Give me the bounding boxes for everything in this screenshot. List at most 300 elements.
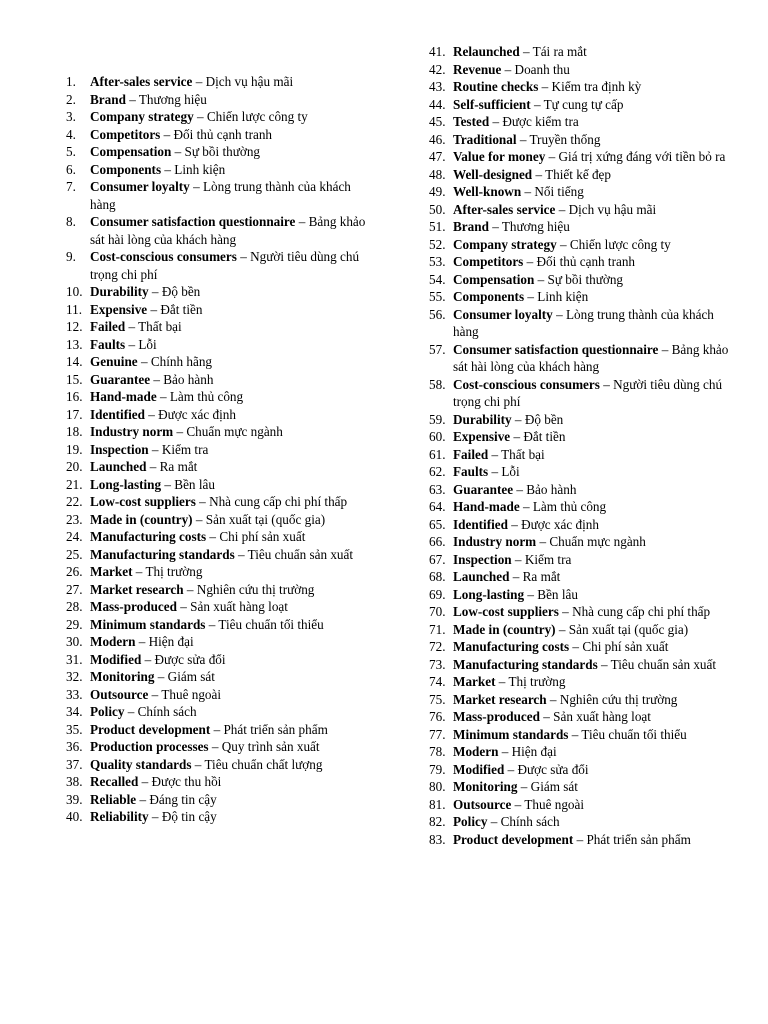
vocab-item: 12. Failed – Thất bại [66, 319, 182, 334]
vocab-item: 70. Low-cost suppliers – Nhà cung cấp chi phí thấp [429, 604, 711, 619]
vocab-item-number: 53. [429, 254, 446, 269]
vocab-term: Reliable [90, 791, 137, 807]
vocab-meaning: Nghiên cứu thị trường [559, 691, 678, 707]
vocab-item: 36. Production processes – Quy trình sản xuất [66, 739, 320, 754]
vocab-item: 1. After-sales service – Dịch vụ hậu mãi [66, 74, 294, 89]
vocab-meaning: Kiểm tra định kỳ [551, 79, 642, 94]
vocab-term: Long-lasting [453, 586, 525, 602]
vocab-item-number: 81. [429, 796, 446, 812]
vocab-item-number: 17. [66, 406, 83, 422]
vocab-item: 78. Modern – Hiện đại [429, 744, 557, 759]
vocab-meaning: Thiết kế đẹp [545, 166, 612, 182]
vocab-item: 58. Cost-conscious consumers – Người tiêu dùng chú trọng chi phí [429, 376, 723, 409]
vocab-item-number: 35. [66, 721, 83, 737]
vocab-item-number: 42. [429, 61, 446, 77]
vocab-term: Genuine [90, 354, 138, 369]
vocab-term: Consumer loyalty [90, 179, 190, 194]
vocab-meaning: Được sửa đổi [517, 761, 589, 777]
vocab-term: Recalled [90, 774, 139, 789]
vocab-meaning: Độ bền [524, 411, 564, 427]
vocab-term: Mass-produced [453, 709, 540, 724]
vocab-meaning: Đắt tiền [160, 301, 203, 317]
vocab-item-number: 23. [66, 511, 83, 527]
vocab-meaning: Đắt tiền [523, 429, 566, 444]
vocab-term: Low-cost suppliers [90, 494, 196, 509]
vocab-item: 29. Minimum standards – Tiêu chuẩn tối thiểu [66, 616, 324, 632]
vocab-term: Manufacturing costs [90, 529, 207, 544]
vocab-meaning: Chuẩn mực ngành [549, 534, 646, 549]
vocab-item-number: 63. [429, 481, 446, 497]
vocab-item: 28. Mass-produced – Sản xuất hàng loạt [66, 599, 288, 614]
vocab-item-number: 3. [66, 109, 76, 124]
vocab-item: 40. Reliability – Độ tin cậy [66, 809, 217, 824]
vocab-item-number: 27. [66, 581, 83, 597]
vocab-item: 55. Components – Linh kiện [429, 289, 589, 304]
vocab-item: 32. Monitoring – Giám sát [66, 669, 215, 684]
vocab-item: 23. Made in (country) – Sản xuất tại (quốc gia) [66, 511, 326, 527]
vocab-meaning: Thị trường [508, 674, 566, 689]
vocab-meaning: Tiêu chuẩn sản xuất [247, 546, 354, 562]
vocab-meaning: Độ bền [161, 284, 201, 299]
vocab-item-number: 76. [429, 709, 446, 724]
vocab-item-number: 82. [429, 814, 446, 829]
vocab-term: Durability [453, 411, 512, 427]
vocab-item: 39. Reliable – Đáng tin cậy [66, 791, 217, 807]
vocab-item-number: 51. [429, 219, 446, 234]
vocab-item-number: 77. [429, 726, 446, 742]
vocab-term: Competitors [90, 126, 161, 142]
vocab-item-number: 43. [429, 79, 446, 94]
vocab-item-number: 80. [429, 779, 446, 794]
vocab-item-number: 50. [429, 201, 446, 217]
vocab-item: 68. Launched – Ra mắt [429, 569, 561, 584]
vocab-term: Components [90, 161, 162, 177]
vocab-item-number: 75. [429, 691, 446, 707]
vocab-term: Components [453, 289, 525, 304]
vocab-term: Launched [453, 569, 510, 584]
vocab-item: 79. Modified – Được sửa đổi [429, 761, 589, 777]
vocab-item: 19. Inspection – Kiểm tra [66, 441, 209, 457]
vocab-meaning: Tự cung tự cấp [543, 96, 624, 112]
vocab-term: Failed [453, 446, 489, 462]
vocab-term: Revenue [453, 61, 502, 77]
vocab-item: 25. Manufacturing standards – Tiêu chuẩn sản xuất [66, 546, 354, 562]
vocab-item: 62. Faults – Lỗi [429, 464, 520, 479]
vocab-item: 9. Cost-conscious consumers – Người tiêu dùng chú trọng chi phí [66, 249, 360, 282]
vocab-term: Product development [453, 831, 574, 847]
vocab-term: Faults [90, 336, 126, 352]
vocab-meaning: Ra mắt [159, 459, 198, 474]
vocab-meaning: Được xác định [158, 406, 236, 422]
vocab-item-number: 16. [66, 389, 83, 404]
vocab-term: Cost-conscious consumers [453, 376, 600, 392]
vocab-item: 69. Long-lasting – Bền lâu [429, 586, 578, 602]
vocab-item: 20. Launched – Ra mắt [66, 459, 198, 474]
vocab-item: 49. Well-known – Nổi tiếng [429, 184, 584, 199]
vocab-term: Industry norm [453, 534, 537, 549]
vocab-item-number: 64. [429, 499, 446, 514]
vocab-meaning: Được xác định [521, 516, 599, 532]
vocab-term: Self-sufficient [453, 96, 531, 112]
vocab-item: 50. After-sales service – Dịch vụ hậu mãi [429, 201, 657, 217]
vocab-term: Consumer satisfaction questionnaire [90, 214, 296, 229]
vocab-item-number: 26. [66, 564, 83, 579]
vocab-meaning: Nhà cung cấp chi phí thấp [209, 494, 348, 509]
vocab-item-number: 49. [429, 184, 446, 199]
vocab-item-number: 78. [429, 744, 446, 759]
vocab-meaning: Tiêu chuẩn chất lượng [204, 756, 323, 772]
vocab-term: Value for money [453, 149, 546, 164]
vocab-item: 52. Company strategy – Chiến lược công ty [429, 236, 671, 252]
vocab-item-number: 71. [429, 621, 446, 637]
vocab-meaning: Nghiên cứu thị trường [196, 581, 315, 597]
vocab-meaning: Ra mắt [522, 569, 561, 584]
vocab-item: 35. Product development – Phát triển sản phẩm [66, 721, 328, 737]
vocab-meaning: Chính sách [500, 814, 560, 829]
vocab-term: Hand-made [90, 389, 157, 404]
vocab-term: Production processes [90, 739, 209, 754]
vocab-item: 24. Manufacturing costs – Chi phí sản xuất [66, 529, 306, 544]
vocab-term: Market [90, 564, 133, 579]
vocab-item-number: 14. [66, 354, 83, 369]
vocab-term: Outsource [453, 796, 512, 812]
vocab-item-number: 12. [66, 319, 83, 334]
vocab-item-number: 37. [66, 756, 83, 772]
vocab-meaning: Được sửa đổi [154, 651, 226, 667]
vocab-item-number: 59. [429, 411, 446, 427]
vocab-item: 15. Guarantee – Bảo hành [66, 371, 214, 387]
vocab-item: 77. Minimum standards – Tiêu chuẩn tối thiểu [429, 726, 687, 742]
vocab-term: Tested [453, 114, 490, 129]
vocab-meaning: Linh kiện [537, 289, 589, 304]
vocab-item-number: 45. [429, 114, 446, 129]
vocab-item: 64. Hand-made – Làm thủ công [429, 499, 607, 514]
vocab-term: Competitors [453, 254, 524, 269]
vocab-meaning: Kiểm tra [161, 441, 209, 457]
vocab-meaning: Thuê ngoài [161, 686, 222, 702]
vocab-item: 44. Self-sufficient – Tự cung tự cấp [429, 96, 624, 112]
vocab-meaning: Người tiêu dùng chú trọng chi phí [453, 376, 723, 409]
vocab-item-number: 20. [66, 459, 83, 474]
vocab-meaning: Thị trường [145, 564, 203, 579]
vocab-term: Faults [453, 464, 489, 479]
vocab-item-number: 74. [429, 674, 446, 689]
vocab-term: Product development [90, 721, 211, 737]
vocab-item-number: 7. [66, 179, 76, 194]
vocab-item-number: 44. [429, 96, 446, 112]
vocab-item: 41. Relaunched – Tái ra mắt [429, 44, 587, 59]
vocab-item-number: 61. [429, 446, 446, 462]
vocab-term: Guarantee [453, 481, 514, 497]
vocab-term: Manufacturing costs [453, 639, 570, 654]
vocab-term: Inspection [90, 441, 149, 457]
vocab-item-number: 6. [66, 161, 76, 177]
vocab-item: 7. Consumer loyalty – Lòng trung thành của khách hàng [66, 179, 351, 212]
vocab-item: 6. Components – Linh kiện [66, 161, 226, 177]
vocab-item-number: 47. [429, 149, 446, 164]
vocab-meaning: Chính hãng [150, 354, 213, 369]
vocab-term: Reliability [90, 809, 149, 824]
vocab-term: Expensive [90, 301, 148, 317]
vocab-term: Policy [90, 704, 125, 719]
vocab-meaning: Tiêu chuẩn tối thiểu [218, 616, 324, 632]
vocab-item: 10. Durability – Độ bền [66, 284, 201, 299]
vocab-item-number: 60. [429, 429, 446, 444]
vocab-item-number: 40. [66, 809, 83, 824]
vocab-term: Made in (country) [453, 621, 556, 637]
vocab-item-number: 79. [429, 761, 446, 777]
vocab-term: Durability [90, 284, 149, 299]
vocab-meaning: Linh kiện [174, 161, 226, 177]
vocab-item: 31. Modified – Được sửa đổi [66, 651, 226, 667]
vocab-item-number: 58. [429, 376, 446, 392]
vocab-term: Failed [90, 319, 126, 334]
vocab-item-number: 10. [66, 284, 83, 299]
vocab-item: 61. Failed – Thất bại [429, 446, 545, 462]
vocab-item-number: 31. [66, 651, 83, 667]
vocab-meaning: Thương hiệu [138, 91, 207, 107]
vocab-item: 38. Recalled – Được thu hồi [66, 774, 222, 789]
vocab-item: 74. Market – Thị trường [429, 674, 566, 689]
vocab-item-number: 2. [66, 91, 76, 107]
vocab-item: 5. Compensation – Sự bồi thường [66, 144, 261, 159]
vocab-meaning: Dịch vụ hậu mãi [568, 201, 657, 217]
vocab-item-number: 4. [66, 126, 76, 142]
vocab-item-number: 54. [429, 271, 446, 287]
vocab-meaning: Làm thủ công [169, 389, 244, 404]
vocab-item-number: 72. [429, 639, 446, 654]
vocab-item-number: 1. [66, 74, 76, 89]
vocab-term: Identified [90, 406, 145, 422]
vocab-list-right-column [429, 43, 731, 848]
vocab-item-number: 22. [66, 494, 83, 509]
vocab-item: 56. Consumer loyalty – Lòng trung thành của khách hàng [429, 306, 714, 339]
vocab-meaning: Chi phí sản xuất [219, 529, 306, 544]
vocab-item: 11. Expensive – Đắt tiền [66, 301, 203, 317]
vocab-item: 65. Identified – Được xác định [429, 516, 599, 532]
vocab-meaning: Sự bồi thường [184, 144, 261, 159]
vocab-term: Modern [90, 634, 136, 649]
vocab-term: Industry norm [90, 424, 174, 439]
vocab-item: 63. Guarantee – Bảo hành [429, 481, 577, 497]
vocab-item-number: 28. [66, 599, 83, 614]
vocab-item-number: 5. [66, 144, 76, 159]
vocab-item-number: 24. [66, 529, 83, 544]
vocab-meaning: Nổi tiếng [534, 184, 584, 199]
vocab-item: 22. Low-cost suppliers – Nhà cung cấp chi phí thấp [66, 494, 348, 509]
vocab-term: Guarantee [90, 371, 151, 387]
vocab-term: Minimum standards [453, 726, 569, 742]
vocab-meaning: Chiến lược công ty [569, 236, 671, 252]
vocab-item-number: 13. [66, 336, 83, 352]
vocab-term: Manufacturing standards [453, 656, 598, 672]
vocab-meaning: Chi phí sản xuất [582, 639, 669, 654]
vocab-term: Hand-made [453, 499, 520, 514]
vocab-item: 21. Long-lasting – Bền lâu [66, 476, 215, 492]
vocab-item: 8. Consumer satisfaction questionnaire – Bảng khảo sát hài lòng của khách hàng [66, 214, 366, 247]
vocab-meaning: Sản xuất hàng loạt [553, 709, 651, 724]
vocab-term: Compensation [90, 144, 172, 159]
vocab-item: 37. Quality standards – Tiêu chuẩn chất lượng [66, 756, 323, 772]
vocab-item-number: 8. [66, 214, 76, 229]
vocab-item-number: 9. [66, 249, 76, 264]
vocab-item: 27. Market research – Nghiên cứu thị trường [66, 581, 315, 597]
vocab-meaning: Bền lâu [174, 476, 215, 492]
vocab-item: 83. Product development – Phát triển sản phẩm [429, 831, 691, 847]
vocab-item: 4. Competitors – Đối thủ cạnh tranh [66, 126, 273, 142]
vocab-meaning: Bền lâu [537, 586, 578, 602]
vocab-item: 2. Brand – Thương hiệu [66, 91, 207, 107]
vocab-meaning: Chiến lược công ty [206, 109, 308, 124]
vocab-item: 16. Hand-made – Làm thủ công [66, 389, 244, 404]
vocab-term: Quality standards [90, 756, 192, 772]
vocab-item-number: 29. [66, 616, 83, 632]
vocab-term: Launched [90, 459, 147, 474]
vocab-list-left-column [66, 73, 368, 826]
vocab-term: Inspection [453, 551, 512, 567]
vocab-term: Compensation [453, 271, 535, 287]
vocab-item-number: 39. [66, 791, 83, 807]
vocab-item: 45. Tested – Được kiểm tra [429, 114, 579, 129]
vocab-term: Long-lasting [90, 476, 162, 492]
vocab-term: Brand [453, 219, 489, 234]
vocab-item: 34. Policy – Chính sách [66, 704, 197, 719]
vocab-meaning: Đáng tin cậy [149, 791, 217, 807]
vocab-meaning: Người tiêu dùng chú trọng chi phí [90, 249, 360, 282]
vocab-item: 60. Expensive – Đắt tiền [429, 429, 566, 444]
vocab-item-number: 38. [66, 774, 83, 789]
vocab-item-number: 68. [429, 569, 446, 584]
vocab-item-number: 21. [66, 476, 83, 492]
vocab-item-number: 62. [429, 464, 446, 479]
vocab-meaning: Thất bại [138, 319, 182, 334]
vocab-term: Consumer loyalty [453, 306, 553, 322]
vocab-meaning: Thuê ngoài [524, 796, 585, 812]
vocab-item: 26. Market – Thị trường [66, 564, 203, 579]
vocab-term: Mass-produced [90, 599, 177, 614]
vocab-item-number: 30. [66, 634, 83, 649]
vocab-meaning: Hiện đại [148, 634, 194, 649]
vocab-item-number: 69. [429, 586, 446, 602]
vocab-term: After-sales service [453, 201, 556, 217]
vocab-meaning: Tái ra mắt [532, 44, 587, 59]
vocab-item: 82. Policy – Chính sách [429, 814, 560, 829]
vocab-meaning: Bảo hành [526, 481, 577, 497]
vocab-term: Relaunched [453, 44, 520, 59]
vocab-item-number: 41. [429, 44, 446, 59]
vocab-item-number: 15. [66, 371, 83, 387]
vocab-meaning: Đối thủ cạnh tranh [173, 126, 273, 142]
vocab-meaning: Lòng trung thành của khách hàng [90, 179, 351, 212]
vocab-item: 47. Value for money – Giá trị xứng đáng với tiền bỏ ra [429, 149, 726, 164]
vocab-term: Market research [90, 581, 184, 597]
vocab-term: Market [453, 674, 496, 689]
vocab-item: 66. Industry norm – Chuẩn mực ngành [429, 534, 646, 549]
vocab-term: Market research [453, 691, 547, 707]
vocab-term: Outsource [90, 686, 149, 702]
vocab-item: 46. Traditional – Truyền thống [429, 131, 601, 147]
vocab-meaning: Tiêu chuẩn sản xuất [610, 656, 717, 672]
vocab-item-number: 25. [66, 546, 83, 562]
vocab-item: 14. Genuine – Chính hãng [66, 354, 213, 369]
vocab-term: Company strategy [453, 236, 557, 252]
vocab-meaning: Kiểm tra [524, 551, 572, 567]
vocab-term: Identified [453, 516, 508, 532]
vocab-item: 43. Routine checks – Kiểm tra định kỳ [429, 79, 642, 94]
vocab-item-number: 18. [66, 424, 83, 439]
vocab-item-number: 32. [66, 669, 83, 684]
vocab-item: 30. Modern – Hiện đại [66, 634, 194, 649]
vocab-meaning: Chính sách [137, 704, 197, 719]
vocab-meaning: Được kiểm tra [502, 114, 579, 129]
vocab-meaning: Doanh thu [514, 61, 570, 77]
vocab-meaning: Thương hiệu [501, 219, 570, 234]
vocab-term: Made in (country) [90, 511, 193, 527]
vocab-item-number: 70. [429, 604, 446, 619]
vocab-meaning: Bảo hành [163, 371, 214, 387]
vocab-meaning: Sản xuất tại (quốc gia) [205, 511, 326, 527]
vocab-meaning: Làm thủ công [532, 499, 607, 514]
vocab-item-number: 33. [66, 686, 83, 702]
vocab-meaning: Nhà cung cấp chi phí thấp [572, 604, 711, 619]
vocab-item-number: 73. [429, 656, 446, 672]
vocab-term: Well-known [453, 184, 522, 199]
vocab-item-number: 56. [429, 306, 446, 322]
vocab-item-number: 36. [66, 739, 83, 754]
vocab-meaning: Truyền thống [529, 131, 601, 147]
vocab-item-number: 65. [429, 516, 446, 532]
vocab-meaning: Quy trình sản xuất [221, 739, 320, 754]
vocab-meaning: Phát triển sản phẩm [586, 831, 691, 847]
vocab-item: 71. Made in (country) – Sản xuất tại (quốc gia) [429, 621, 689, 637]
vocab-item-number: 19. [66, 441, 83, 457]
vocab-item: 75. Market research – Nghiên cứu thị trường [429, 691, 678, 707]
vocab-term: Cost-conscious consumers [90, 249, 237, 264]
vocab-term: After-sales service [90, 74, 193, 89]
vocab-meaning: Bảng khảo sát hài lòng của khách hàng [90, 214, 366, 247]
vocab-item: 72. Manufacturing costs – Chi phí sản xuất [429, 639, 669, 654]
vocab-meaning: Thất bại [501, 446, 545, 462]
vocab-meaning: Được thu hồi [151, 774, 222, 789]
vocab-term: Policy [453, 814, 488, 829]
vocab-term: Company strategy [90, 109, 194, 124]
vocab-item: 53. Competitors – Đối thủ cạnh tranh [429, 254, 636, 269]
vocab-item: 33. Outsource – Thuê ngoài [66, 686, 222, 702]
vocab-item: 3. Company strategy – Chiến lược công ty [66, 109, 308, 124]
vocab-meaning: Lòng trung thành của khách hàng [453, 306, 714, 339]
vocab-item-number: 57. [429, 341, 446, 357]
vocab-item-number: 66. [429, 534, 446, 549]
vocab-item: 67. Inspection – Kiểm tra [429, 551, 572, 567]
vocab-term: Expensive [453, 429, 511, 444]
vocab-item: 80. Monitoring – Giám sát [429, 779, 578, 794]
vocab-item: 48. Well-designed – Thiết kế đẹp [429, 166, 612, 182]
vocab-term: Monitoring [453, 779, 518, 794]
vocab-item: 18. Industry norm – Chuẩn mực ngành [66, 424, 283, 439]
vocab-meaning: Giá trị xứng đáng với tiền bỏ ra [558, 149, 726, 164]
vocab-meaning: Bảng khảo sát hài lòng của khách hàng [453, 341, 729, 374]
vocab-meaning: Phát triển sản phẩm [223, 721, 328, 737]
vocab-item-number: 34. [66, 704, 83, 719]
vocab-item-number: 55. [429, 289, 446, 304]
vocab-item-number: 11. [66, 301, 82, 317]
vocab-term: Consumer satisfaction questionnaire [453, 341, 659, 357]
vocab-term: Minimum standards [90, 616, 206, 632]
vocab-item: 76. Mass-produced – Sản xuất hàng loạt [429, 709, 651, 724]
vocab-term: Manufacturing standards [90, 546, 235, 562]
vocab-meaning: Chuẩn mực ngành [186, 424, 283, 439]
vocab-item-number: 46. [429, 131, 446, 147]
